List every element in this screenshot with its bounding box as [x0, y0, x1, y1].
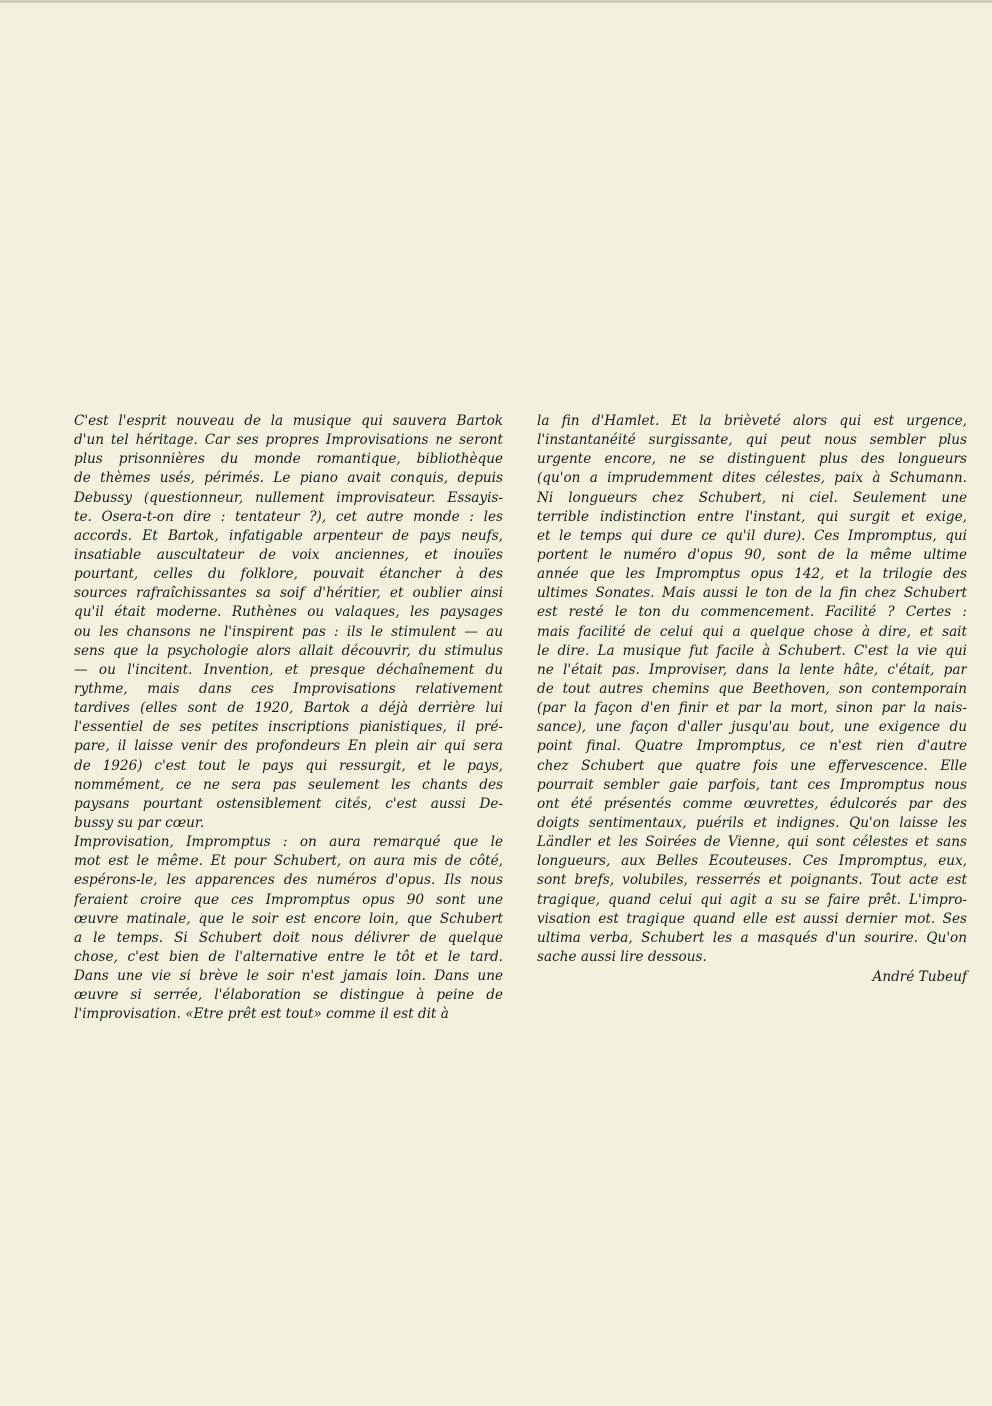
- text-line: doigts sentimentaux, puérils et indignes. Qu'on laisse les: [537, 814, 967, 831]
- text-line: ont été présentés comme œuvrettes, édulcorés par des: [537, 795, 967, 812]
- text-line: de tout autres chemins que Beethoven, son contemporain: [537, 680, 967, 697]
- text-line: Ländler et les Soirées de Vienne, qui sont célestes et sans: [537, 834, 967, 851]
- text-line: la fin d'Hamlet. Et la brièveté alors qui est urgence,: [537, 413, 967, 429]
- text-line: sance), une façon d'aller jusqu'au bout, une exigence du: [537, 719, 967, 736]
- text-line: ultima verba, Schubert les a masqués d'un sourire. Qu'on: [537, 929, 967, 946]
- text-line: qu'il était moderne. Ruthènes ou valaques, les paysages: [74, 604, 503, 621]
- text-line: feraient croire que ces Impromptus opus 90 sont une: [74, 891, 503, 908]
- text-line: tardives (elles sont de 1920, Bartok a déjà derrière lui: [74, 700, 503, 717]
- text-line: pare, il laisse venir des profondeurs En plein air qui sera: [74, 738, 503, 755]
- text-line: œuvre matinale, que le soir est encore loin, que Schubert: [74, 910, 503, 927]
- text-line: sens que la psychologie alors allait découvrir, du stimulus: [74, 642, 503, 659]
- text-line: nommément, ce ne sera pas seulement les chants des: [74, 776, 503, 793]
- text-line: rythme, mais dans ces Improvisations relativement: [74, 680, 503, 697]
- text-line: ou les chansons ne l'inspirent pas : ils le stimulent — au: [74, 623, 503, 640]
- text-line: (par la façon d'en finir et par la mort, sinon par la nais-: [537, 700, 967, 717]
- text-line: ultimes Sonates. Mais aussi le ton de la fin chez Schubert: [537, 585, 967, 602]
- text-line: longueurs, aux Belles Ecouteuses. Ces Impromptus, eux,: [537, 853, 967, 870]
- text-line: Dans une vie si brève le soir n'est jamais loin. Dans une: [74, 968, 503, 985]
- text-line: de 1926) c'est tout le pays qui ressurgit, et le pays,: [74, 757, 503, 774]
- text-line: plus prisonnières du monde romantique, bibliothèque: [74, 451, 503, 468]
- text-line: sache aussi lire dessous.: [537, 948, 707, 965]
- text-line: portent le numéro d'opus 90, sont de la même ultime: [537, 546, 967, 563]
- text-line: Debussy (questionneur, nullement improvisateur. Essayis-: [74, 489, 503, 506]
- text-line: de thèmes usés, périmés. Le piano avait conquis, depuis: [74, 470, 503, 487]
- left-text-column: [74, 412, 503, 1025]
- text-line: insatiable auscultateur de voix anciennes, et inouïes: [74, 546, 503, 563]
- text-line: C'est l'esprit nouveau de la musique qui sauvera Bartok: [74, 413, 503, 429]
- text-line: sources rafraîchissantes sa soif d'héritier, et oublier ainsi: [74, 585, 503, 602]
- text-line: mais facilité de celui qui a quelque chose à dire, et sait: [537, 623, 967, 640]
- text-line: chez Schubert que quatre fois une effervescence. Elle: [537, 757, 967, 774]
- text-line: ne l'était pas. Improviser, dans la lente hâte, c'était, par: [537, 661, 967, 678]
- page-top-edge: [0, 0, 992, 3]
- text-line: sont brefs, volubiles, resserrés et poignants. Tout acte est: [537, 872, 967, 889]
- text-line: l'essentiel de ses petites inscriptions pianistiques, il pré-: [74, 719, 503, 736]
- text-line: chose, c'est bien de l'alternative entre le tôt et le tard.: [74, 948, 503, 965]
- text-line: bussy su par cœur.: [74, 814, 205, 831]
- text-line: Ni longueurs chez Schubert, ni ciel. Seulement une: [537, 489, 967, 506]
- text-line: et le temps qui dure ce qu'il dure). Ces Impromptus, qui: [537, 527, 967, 544]
- right-text-column: [537, 412, 967, 967]
- text-line: année que les Impromptus opus 142, et la trilogie des: [537, 566, 967, 583]
- text-line: te. Osera-t-on dire : tentateur ?), cet autre monde : les: [74, 508, 503, 525]
- text-line: l'improvisation. «Etre prêt est tout» comme il est dit à: [74, 1006, 449, 1023]
- text-line: paysans pourtant ostensiblement cités, c'est aussi De-: [74, 795, 503, 812]
- text-line: d'un tel héritage. Car ses propres Improvisations ne seront: [74, 432, 503, 449]
- text-line: l'instantanéité surgissante, qui peut nous sembler plus: [537, 432, 967, 449]
- text-line: accords. Et Bartok, infatigable arpenteur de pays neufs,: [74, 527, 503, 544]
- text-line: pourrait sembler gaie parfois, tant ces Impromptus nous: [537, 776, 967, 793]
- text-line: est resté le ton du commencement. Facilité ? Certes :: [537, 604, 967, 621]
- text-line: tragique, quand celui qui agit a su se faire prêt. L'impro-: [537, 891, 967, 908]
- text-line: a le temps. Si Schubert doit nous délivrer de quelque: [74, 929, 503, 946]
- text-line: visation est tragique quand elle est aussi dernier mot. Ses: [537, 910, 967, 927]
- text-line: — ou l'incitent. Invention, et presque déchaînement du: [74, 661, 503, 678]
- text-line: espérons-le, les apparences des numéros d'opus. Ils nous: [74, 872, 503, 889]
- text-line: urgente encore, ne se distinguent plus des longueurs: [537, 451, 967, 468]
- text-line: pourtant, celles du folklore, pouvait étancher à des: [74, 566, 503, 583]
- author-signature: André Tubeuf: [872, 969, 967, 985]
- text-line: point final. Quatre Impromptus, ce n'est rien d'autre: [537, 738, 967, 755]
- text-line: Improvisation, Impromptus : on aura remarqué que le: [74, 834, 503, 851]
- text-line: œuvre si serrée, l'élaboration se distingue à peine de: [74, 987, 503, 1004]
- text-line: terrible indistinction entre l'instant, qui surgit et exige,: [537, 508, 967, 525]
- text-line: mot est le même. Et pour Schubert, on aura mis de côté,: [74, 853, 503, 870]
- text-line: le dire. La musique fut facile à Schubert. C'est la vie qui: [537, 642, 967, 659]
- text-line: (qu'on a imprudemment dites célestes, paix à Schumann.: [537, 470, 967, 487]
